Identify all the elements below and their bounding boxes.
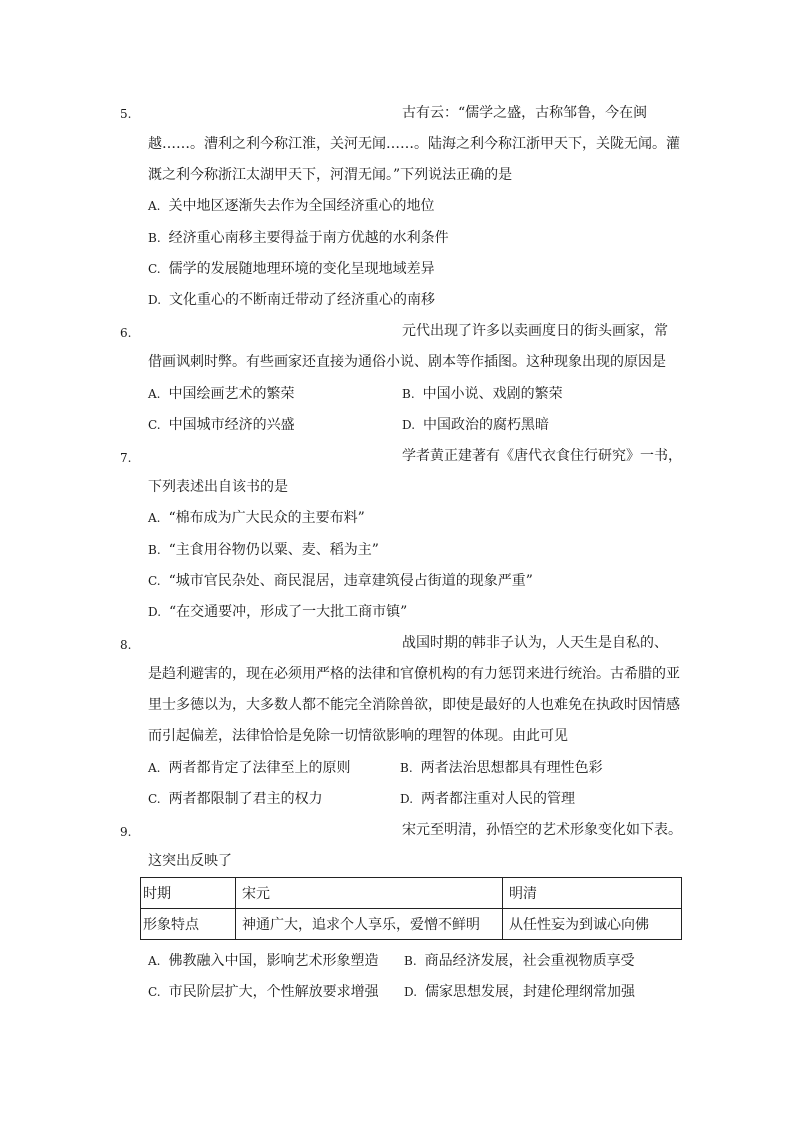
option-key: A. xyxy=(148,199,161,213)
option-key: A. xyxy=(148,954,161,968)
option-b xyxy=(148,541,379,559)
table-header-cell: 时期 xyxy=(141,878,236,909)
question-number: 8. xyxy=(120,638,132,652)
option-text: 商品经济发展，社会重视物质享受 xyxy=(424,953,635,969)
question-stem-line: 借画讽刺时弊。有些画家还直接为通俗小说、剧本等作插图。这种现象出现的原因是 xyxy=(148,354,666,370)
option-key: B. xyxy=(400,761,413,775)
option-text: 经济重心南移主要得益于南方优越的水利条件 xyxy=(168,230,449,246)
question-stem-line: 宋元至明清，孙悟空的艺术形象变化如下表。 xyxy=(402,822,682,838)
option-a xyxy=(148,759,350,777)
option-text: 中国小说、戏剧的繁荣 xyxy=(422,386,563,402)
question-stem-line: 越……。漕利之利今称江淮，关河无闻……。陆海之利今称江浙甲天下，关陇无闻。灌 xyxy=(148,136,680,152)
option-text: 市民阶层扩大，个性解放要求增强 xyxy=(168,984,379,1000)
option-d xyxy=(404,983,635,1001)
option-c xyxy=(148,572,533,590)
question-stem-line: 溉之利今称浙江太湖甲天下，河渭无闻。”下列说法正确的是 xyxy=(148,167,513,183)
option-d xyxy=(148,603,407,621)
option-b xyxy=(148,229,449,247)
option-d xyxy=(402,416,549,434)
question-stem-line: 里士多德以为，大多数人都不能完全消除兽欲，即使是最好的人也难免在执政时因情感 xyxy=(148,697,680,713)
option-key: A. xyxy=(148,761,161,775)
question-stem-line: 这突出反映了 xyxy=(148,853,232,869)
option-c xyxy=(148,790,323,808)
table-header-cell: 明清 xyxy=(503,878,682,909)
question-stem-line: 下列表述出自该书的是 xyxy=(148,479,288,495)
option-text: 两者都限制了君主的权力 xyxy=(168,791,323,807)
table-cell: 从任性妄为到诚心向佛 xyxy=(503,909,682,940)
option-key: C. xyxy=(148,262,161,276)
table-header-row xyxy=(141,878,682,909)
option-c xyxy=(148,260,435,278)
option-key: A. xyxy=(148,387,161,401)
option-text: 关中地区逐渐失去作为全国经济重心的地位 xyxy=(168,198,435,214)
option-a xyxy=(148,385,294,403)
option-key: D. xyxy=(402,418,416,432)
option-key: D. xyxy=(404,985,418,999)
option-key: B. xyxy=(148,231,161,245)
question-stem-line: 是趋利避害的，现在必须用严格的法律和官僚机构的有力惩罚来进行统治。古希腊的亚 xyxy=(148,666,680,682)
option-key: C. xyxy=(148,574,161,588)
question-stem-line: 古有云：“儒学之盛，古称邹鲁，今在闽 xyxy=(402,105,648,121)
option-text: “棉布成为广大民众的主要布料” xyxy=(168,510,365,526)
option-a xyxy=(148,509,365,527)
option-b xyxy=(400,759,603,777)
option-key: A. xyxy=(148,511,161,525)
table-row xyxy=(141,909,682,940)
question-number: 5. xyxy=(120,107,132,121)
option-key: C. xyxy=(148,418,161,432)
option-key: C. xyxy=(148,985,161,999)
option-key: C. xyxy=(148,792,161,806)
option-text: 中国城市经济的兴盛 xyxy=(168,417,295,433)
option-text: “在交通要冲，形成了一大批工商市镇” xyxy=(169,604,408,620)
option-text: 中国政治的腐朽黑暗 xyxy=(423,417,550,433)
option-c xyxy=(148,983,379,1001)
question-number: 6. xyxy=(120,326,132,340)
option-key: B. xyxy=(148,543,161,557)
table-cell: 形象特点 xyxy=(141,909,236,940)
option-d xyxy=(400,790,575,808)
option-text: “主食用谷物仍以粟、麦、稻为主” xyxy=(168,542,379,558)
question-number: 7. xyxy=(120,451,132,465)
comparison-table xyxy=(140,877,682,940)
option-c xyxy=(148,416,295,434)
option-a xyxy=(148,197,434,215)
option-b xyxy=(402,385,563,403)
option-key: B. xyxy=(402,387,415,401)
option-key: D. xyxy=(148,293,162,307)
table-cell: 神通广大，追求个人享乐，爱憎不鲜明 xyxy=(236,909,503,940)
option-key: D. xyxy=(148,605,162,619)
question-stem-line: 战国时期的韩非子认为，人天生是自私的、 xyxy=(402,635,668,651)
option-b xyxy=(404,952,635,970)
option-key: D. xyxy=(400,792,414,806)
option-key: B. xyxy=(404,954,417,968)
option-text: 两者都肯定了法律至上的原则 xyxy=(168,760,351,776)
question-number: 9. xyxy=(120,825,132,839)
table-header-cell: 宋元 xyxy=(236,878,503,909)
question-stem-line: 元代出现了许多以卖画度日的街头画家，常 xyxy=(402,323,668,339)
option-text: 佛教融入中国，影响艺术形象塑造 xyxy=(168,953,379,969)
question-stem-line: 学者黄正建著有《唐代衣食住行研究》一书， xyxy=(402,448,682,464)
option-text: 两者法治思想都具有理性色彩 xyxy=(420,760,603,776)
option-text: 中国绘画艺术的繁荣 xyxy=(168,386,295,402)
option-text: 儒家思想发展，封建伦理纲常加强 xyxy=(425,984,636,1000)
option-text: 文化重心的不断南迁带动了经济重心的南移 xyxy=(169,292,436,308)
option-d xyxy=(148,291,435,309)
option-a xyxy=(148,952,378,970)
option-text: 两者都注重对人民的管理 xyxy=(421,791,576,807)
option-text: “城市官民杂处、商民混居，违章建筑侵占街道的现象严重” xyxy=(168,573,533,589)
option-text: 儒学的发展随地理环境的变化呈现地域差异 xyxy=(168,261,435,277)
question-stem-line: 而引起偏差，法律恰恰是免除一切情欲影响的理智的体现。由此可见 xyxy=(148,728,568,744)
